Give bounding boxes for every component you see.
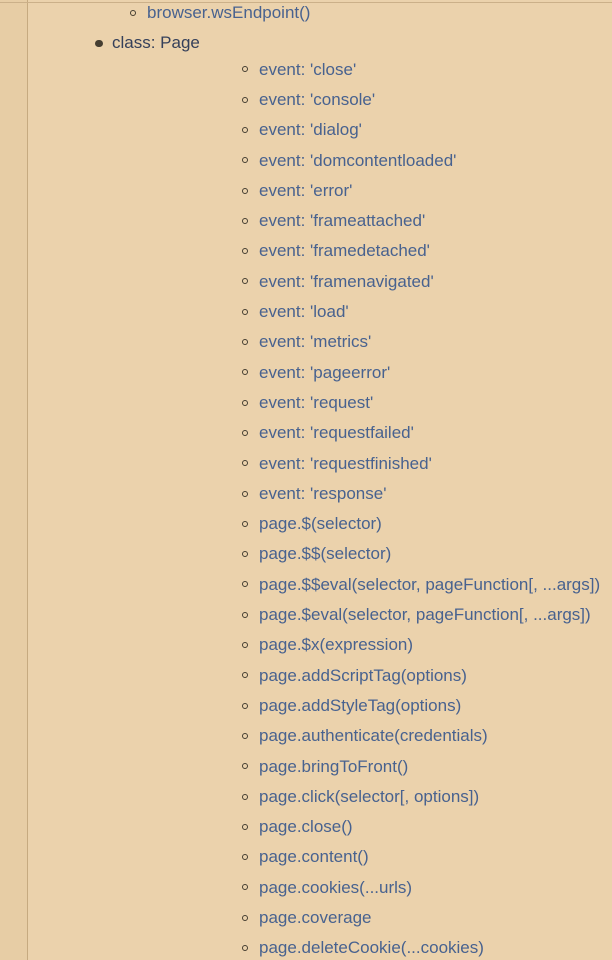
toc-item	[112, 875, 612, 901]
toc-link[interactable]: event: 'metrics'	[259, 332, 372, 352]
toc-link[interactable]: event: 'console'	[259, 90, 376, 109]
toc-item	[112, 632, 612, 658]
toc-link[interactable]: event: 'requestfailed'	[259, 423, 414, 443]
toc-item	[112, 390, 612, 416]
toc-link-class-page[interactable]: class: Page	[112, 33, 200, 53]
toc-link[interactable]: event: 'response'	[259, 483, 387, 503]
toc-item	[112, 178, 612, 204]
toc-item	[112, 602, 612, 628]
toc-item	[112, 299, 612, 325]
toc-item	[112, 87, 612, 113]
toc-item	[112, 754, 612, 780]
toc-link[interactable]: event: 'error'	[259, 180, 353, 200]
toc-link[interactable]: event: 'framenavigated'	[259, 271, 434, 291]
toc-item	[112, 269, 612, 295]
toc-link[interactable]: page.close()	[259, 817, 353, 837]
toc-item	[112, 844, 612, 870]
toc-link[interactable]: event: 'load'	[259, 302, 349, 322]
toc-item	[112, 420, 612, 446]
toc-link[interactable]: page.content()	[259, 847, 369, 867]
toc-item	[112, 57, 612, 83]
toc-section-item	[0, 30, 612, 960]
toc-link[interactable]: event: 'request'	[259, 392, 374, 412]
toc-link[interactable]: page.$$(selector)	[259, 544, 392, 564]
toc-item	[112, 208, 612, 234]
toc-item	[112, 451, 612, 477]
toc-link[interactable]: page.$(selector)	[259, 514, 382, 534]
toc-link[interactable]: event: 'domcontentloaded'	[259, 150, 457, 170]
class-page-section	[0, 30, 612, 960]
toc-link[interactable]: event: 'framedetached'	[259, 241, 430, 261]
toc-item	[112, 814, 612, 840]
page-sublist	[112, 57, 612, 960]
toc-item	[112, 481, 612, 507]
toc-link[interactable]: page.bringToFront()	[259, 756, 409, 776]
toc-link[interactable]: page.$x(expression)	[259, 635, 414, 655]
toc-link[interactable]: page.$eval(selector, pageFunction[, ...args])	[259, 605, 591, 625]
toc-item	[112, 663, 612, 689]
toc-item	[112, 905, 612, 931]
previous-section-tail	[0, 0, 612, 26]
toc-link[interactable]: page.$$eval(selector, pageFunction[, ...args])	[259, 574, 601, 594]
toc-item	[112, 511, 612, 537]
toc-link[interactable]: event: 'close'	[259, 59, 357, 79]
toc-item	[112, 238, 612, 264]
toc-link[interactable]: page.cookies(...urls)	[259, 877, 413, 897]
toc-item	[112, 360, 612, 386]
toc-link[interactable]: page.deleteCookie(...cookies)	[259, 938, 484, 958]
toc-link[interactable]: event: 'dialog'	[259, 120, 362, 140]
toc-item	[112, 723, 612, 749]
toc-link[interactable]: page.addScriptTag(options)	[259, 665, 467, 685]
toc-link[interactable]: event: 'requestfinished'	[259, 453, 432, 473]
toc-link[interactable]: event: 'frameattached'	[259, 211, 426, 231]
toc-link[interactable]: event: 'pageerror'	[259, 362, 391, 382]
toc-link[interactable]: page.addStyleTag(options)	[259, 695, 462, 715]
toc-item	[112, 935, 612, 960]
toc-item	[112, 541, 612, 567]
toc-link[interactable]: page.click(selector[, options])	[259, 786, 480, 806]
toc-link[interactable]: page.authenticate(credentials)	[259, 726, 488, 746]
toc-item	[112, 148, 612, 174]
toc-item	[112, 784, 612, 810]
toc-link[interactable]: page.coverage	[259, 908, 372, 928]
toc-item	[112, 329, 612, 355]
toc-item	[112, 117, 612, 143]
toc-item	[112, 693, 612, 719]
toc-link-browser-wsendpoint[interactable]: browser.wsEndpoint()	[147, 3, 311, 22]
toc-item	[0, 0, 612, 26]
toc-item	[112, 572, 612, 598]
